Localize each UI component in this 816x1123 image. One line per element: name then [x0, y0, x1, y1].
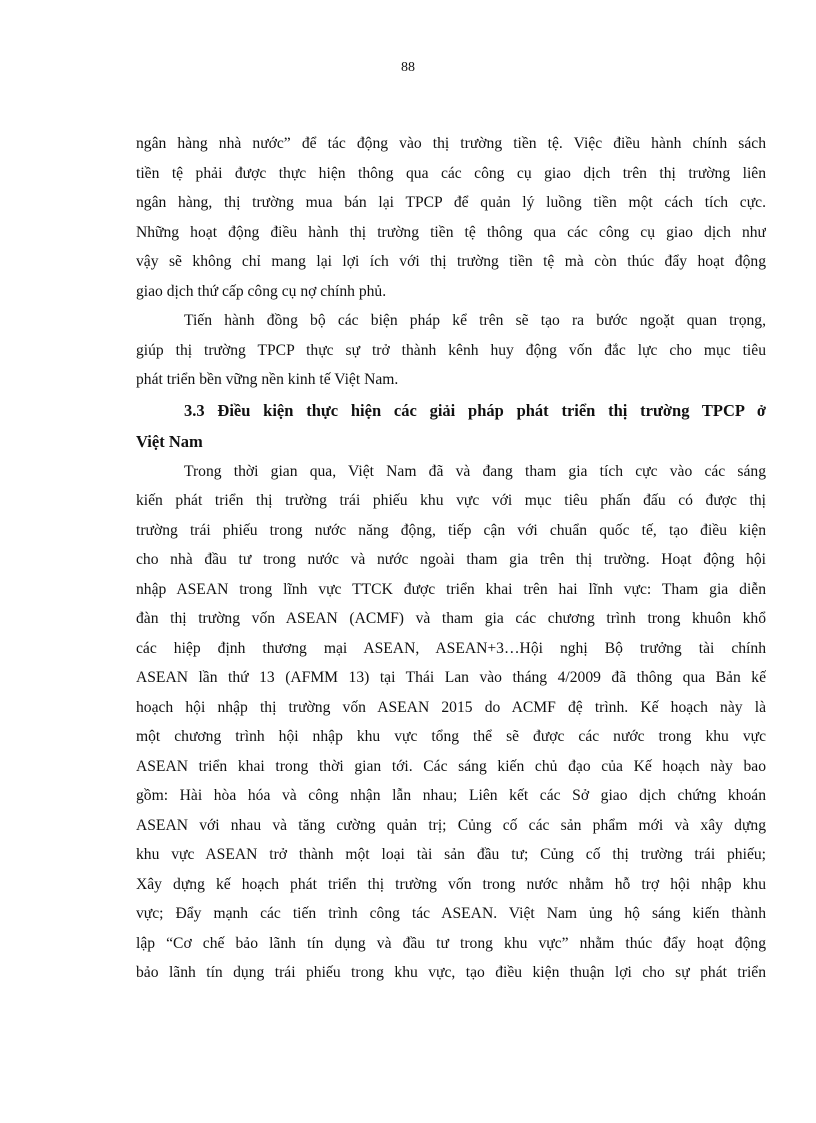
text-line: đàn thị trường vốn ASEAN (ACMF) và tham gia các chương trình trong khuôn khổ — [136, 610, 766, 627]
text-line: khu vực ASEAN trở thành một loại tài sản đầu tư; Củng cố thị trường trái phiếu; — [136, 846, 766, 863]
text-line: Tiến hành đồng bộ các biện pháp kể trên sẽ tạo ra bước ngoặt quan trọng, — [184, 312, 766, 329]
text-line: bảo lãnh tín dụng trái phiếu trong khu vực, tạo điều kiện thuận lợi cho sự phát triển — [136, 964, 766, 981]
text-line: giúp thị trường TPCP thực sự trở thành kênh huy động vốn đắc lực cho mục tiêu — [136, 341, 766, 359]
paragraph — [136, 457, 766, 988]
text-line: cho nhà đầu tư trong nước và nước ngoài tham gia trên thị trường. Hoạt động hội — [136, 551, 766, 568]
text-line: lập “Cơ chế bảo lãnh tín dụng và đầu tư trong khu vực” nhằm thúc đẩy hoạt động — [136, 934, 766, 952]
text-line: nhập ASEAN trong lĩnh vực TTCK được triển khai trên hai lĩnh vực: Tham gia diễn — [136, 580, 766, 598]
text-line: các hiệp định thương mại ASEAN, ASEAN+3…Hội nghị Bộ trưởng tài chính — [136, 639, 766, 657]
paragraph — [136, 306, 766, 395]
paragraph — [136, 129, 766, 306]
text-line: phát triển bền vững nền kinh tế Việt Nam. — [136, 371, 399, 388]
text-line: ngân hàng, thị trường mua bán lại TPCP để quản lý luồng tiền một cách tích cực. — [136, 194, 766, 211]
text-line: một chương trình hội nhập khu vực tổng thể sẽ được các nước trong khu vực — [136, 728, 766, 745]
heading-line: Việt Nam — [136, 431, 203, 451]
text-line: Xây dựng kế hoạch phát triển thị trường vốn trong nước nhằm hỗ trợ hội nhập khu — [136, 875, 766, 893]
text-line: ASEAN lần thứ 13 (AFMM 13) tại Thái Lan vào tháng 4/2009 đã thông qua Bản kế — [136, 669, 766, 686]
document-body — [136, 129, 766, 988]
text-line: Trong thời gian qua, Việt Nam đã và đang tham gia tích cực vào các sáng — [184, 462, 766, 480]
heading-line: 3.3 Điều kiện thực hiện các giải pháp phát triển thị trường TPCP ở — [184, 400, 766, 420]
text-line: hoạch hội nhập thị trường vốn ASEAN 2015 do ACMF đệ trình. Kế hoạch này là — [136, 698, 766, 716]
text-line: Những hoạt động điều hành thị trường tiền tệ thông qua các công cụ giao dịch như — [136, 223, 766, 241]
section-heading — [136, 395, 766, 457]
page-number: 88 — [401, 60, 415, 75]
text-line: ASEAN với nhau và tăng cường quản trị; Củng cố các sản phẩm mới và xây dựng — [136, 816, 766, 834]
text-line: gồm: Hài hòa hóa và công nhận lẫn nhau; Liên kết các Sở giao dịch chứng khoán — [136, 787, 766, 804]
text-line: ngân hàng nhà nước” để tác động vào thị trường tiền tệ. Việc điều hành chính sách — [136, 135, 766, 152]
text-line: ASEAN triển khai trong thời gian tới. Các sáng kiến chủ đạo của Kế hoạch này bao — [136, 757, 766, 775]
text-line: vực; Đẩy mạnh các tiến trình công tác ASEAN. Việt Nam ủng hộ sáng kiến thành — [136, 905, 766, 922]
text-line: tiền tệ phải được thực hiện thông qua các công cụ giao dịch trên thị trường liên — [136, 164, 766, 182]
text-line: vậy sẽ không chỉ mang lại lợi ích với thị trường tiền tệ mà còn thúc đẩy hoạt động — [136, 253, 766, 270]
text-line: kiến phát triển thị trường trái phiếu khu vực với mục tiêu phấn đấu có được thị — [136, 492, 766, 509]
text-line: trường trái phiếu trong nước năng động, tiếp cận với chuẩn quốc tế, tạo điều kiện — [136, 521, 766, 539]
text-line: giao dịch thứ cấp công cụ nợ chính phủ. — [136, 282, 387, 300]
